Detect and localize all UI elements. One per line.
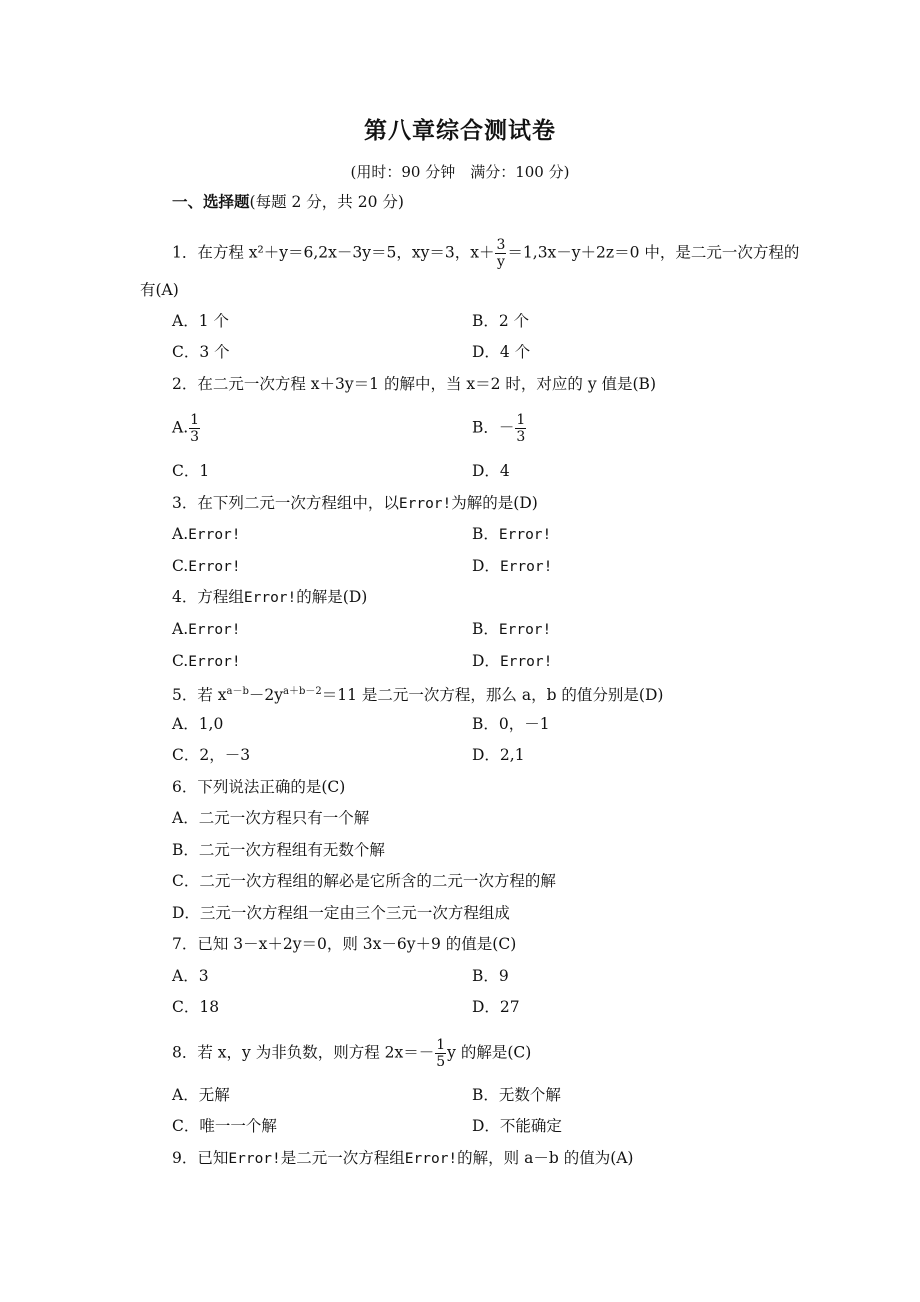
question-9 — [172, 1148, 633, 1169]
question-1 — [172, 237, 799, 270]
q8-frac-den: 5 — [436, 1054, 446, 1070]
q1-frac-den: y — [496, 254, 505, 270]
q4-option-a — [172, 619, 241, 640]
question-5 — [172, 682, 663, 705]
q4-error: Error! — [243, 590, 297, 606]
q3-c-error: Error! — [188, 559, 241, 575]
q3-a-label: A. — [172, 525, 189, 543]
q6-option-c: C．二元一次方程组的解必是它所含的二元一次方程的解 — [172, 872, 556, 890]
q7-option-a: A．3 — [172, 967, 209, 985]
q1-option-a: A．1 个 — [172, 312, 229, 330]
q3-a-error: Error! — [188, 527, 241, 543]
q5-option-d: D．2,1 — [472, 746, 525, 764]
section-note: (每题 2 分，共 20 分) — [249, 193, 404, 211]
q3-option-d — [472, 556, 552, 577]
q2-a-fraction — [189, 412, 200, 445]
question-8 — [172, 1037, 531, 1070]
q3-option-b — [472, 524, 551, 545]
q9-error-2: Error! — [404, 1151, 458, 1167]
q3-b-error: Error! — [498, 527, 552, 543]
q7-option-b: B．9 — [472, 967, 509, 985]
q5-exponent-2: a＋b－2 — [283, 686, 322, 697]
exam-info: (用时：90 分钟 满分：100 分) — [350, 163, 570, 181]
q2-option-a — [172, 412, 201, 445]
q5-option-a: A．1,0 — [172, 715, 224, 733]
q4-c-label: C. — [172, 652, 189, 670]
q8-pre: 8．若 x，y 为非负数，则方程 2x＝－ — [172, 1043, 435, 1062]
q9-pre: 9．已知 — [172, 1149, 229, 1167]
q8-option-c: C．唯一一个解 — [172, 1117, 277, 1135]
question-4 — [172, 587, 367, 608]
question-6: 6．下列说法正确的是(C) — [172, 778, 346, 796]
q5-exponent-1: a－b — [226, 686, 249, 697]
q1-frac-num: 3 — [496, 237, 506, 253]
section-heading — [172, 192, 404, 212]
q4-option-c — [172, 651, 241, 672]
q1-option-c: C．3 个 — [172, 343, 230, 361]
q2-a-num: 1 — [190, 412, 200, 428]
q2-b-num: 1 — [516, 412, 526, 428]
q1-option-b: B．2 个 — [472, 312, 530, 330]
q3-pre: 3．在下列二元一次方程组中，以 — [172, 494, 399, 512]
q9-mid: 是二元一次方程组 — [280, 1149, 405, 1167]
q4-b-error: Error! — [498, 622, 552, 638]
q1-fraction — [495, 237, 506, 270]
q4-c-error: Error! — [188, 654, 241, 670]
q7-option-c: C．18 — [172, 998, 220, 1016]
q8-option-d: D．不能确定 — [472, 1117, 562, 1135]
q5-pre: 5．若 x — [172, 686, 227, 705]
q8-fraction — [435, 1037, 446, 1070]
q5-option-c: C．2，－3 — [172, 746, 251, 764]
q4-pre: 4．方程组 — [172, 588, 244, 606]
q4-a-error: Error! — [188, 622, 241, 638]
question-3 — [172, 493, 538, 514]
q9-error-1: Error! — [228, 1151, 281, 1167]
question-1-cont: 有(A) — [140, 281, 179, 299]
q2-b-fraction — [515, 412, 526, 445]
q1-option-d: D．4 个 — [472, 343, 531, 361]
q3-error: Error! — [398, 496, 452, 512]
q9-post: 的解，则 a－b 的值为(A) — [457, 1149, 634, 1167]
q2-option-d: D．4 — [472, 462, 510, 480]
q2-b-den: 3 — [516, 429, 526, 445]
q2-option-b — [472, 412, 527, 445]
q2-a-den: 3 — [190, 429, 200, 445]
q8-option-a: A．无解 — [172, 1086, 230, 1104]
q4-d-error: Error! — [499, 654, 553, 670]
q4-b-label: B． — [472, 620, 499, 638]
q6-option-b: B．二元一次方程组有无数个解 — [172, 841, 385, 859]
q4-a-label: A. — [172, 620, 189, 638]
section-title: 一、选择题 — [172, 192, 250, 211]
q2-b-label: B．－ — [472, 418, 515, 437]
question-2: 2．在二元一次方程 x＋3y＝1 的解中，当 x＝2 时，对应的 y 值是(B) — [172, 375, 656, 393]
q4-post: 的解是(D) — [296, 588, 368, 606]
q1-prefix: 1．在方程 — [172, 243, 249, 262]
q2-a-label: A. — [172, 418, 189, 437]
q7-option-d: D．27 — [472, 998, 520, 1016]
q1-suffix: ＝1,3x－y＋2z＝0 中，是二元一次方程的 — [507, 243, 800, 262]
q8-frac-num: 1 — [436, 1037, 446, 1053]
q3-c-label: C. — [172, 557, 189, 575]
q4-option-d — [472, 651, 552, 672]
q2-option-c: C．1 — [172, 462, 210, 480]
page-title: 第八章综合测试卷 — [364, 117, 556, 144]
q3-post: 为解的是(D) — [451, 494, 538, 512]
q5-mid: －2y — [248, 686, 284, 705]
q1-equations: x²＋y＝6,2x－3y＝5，xy＝3，x＋ — [248, 243, 495, 262]
q3-option-a — [172, 524, 241, 545]
q3-option-c — [172, 556, 241, 577]
q4-option-b — [472, 619, 551, 640]
q8-post: y 的解是(C) — [447, 1043, 532, 1062]
q8-option-b: B．无数个解 — [472, 1086, 561, 1104]
q5-post: ＝11 是二元一次方程，那么 a，b 的值分别是(D) — [321, 686, 664, 705]
q6-option-d: D．三元一次方程组一定由三个三元一次方程组成 — [172, 904, 510, 922]
q5-option-b: B．0，－1 — [472, 715, 550, 733]
q3-d-label: D． — [472, 557, 500, 575]
q3-b-label: B． — [472, 525, 499, 543]
question-7: 7．已知 3－x＋2y＝0，则 3x－6y＋9 的值是(C) — [172, 935, 517, 953]
q4-d-label: D． — [472, 652, 500, 670]
q3-d-error: Error! — [499, 559, 553, 575]
q6-option-a: A．二元一次方程只有一个解 — [172, 809, 370, 827]
